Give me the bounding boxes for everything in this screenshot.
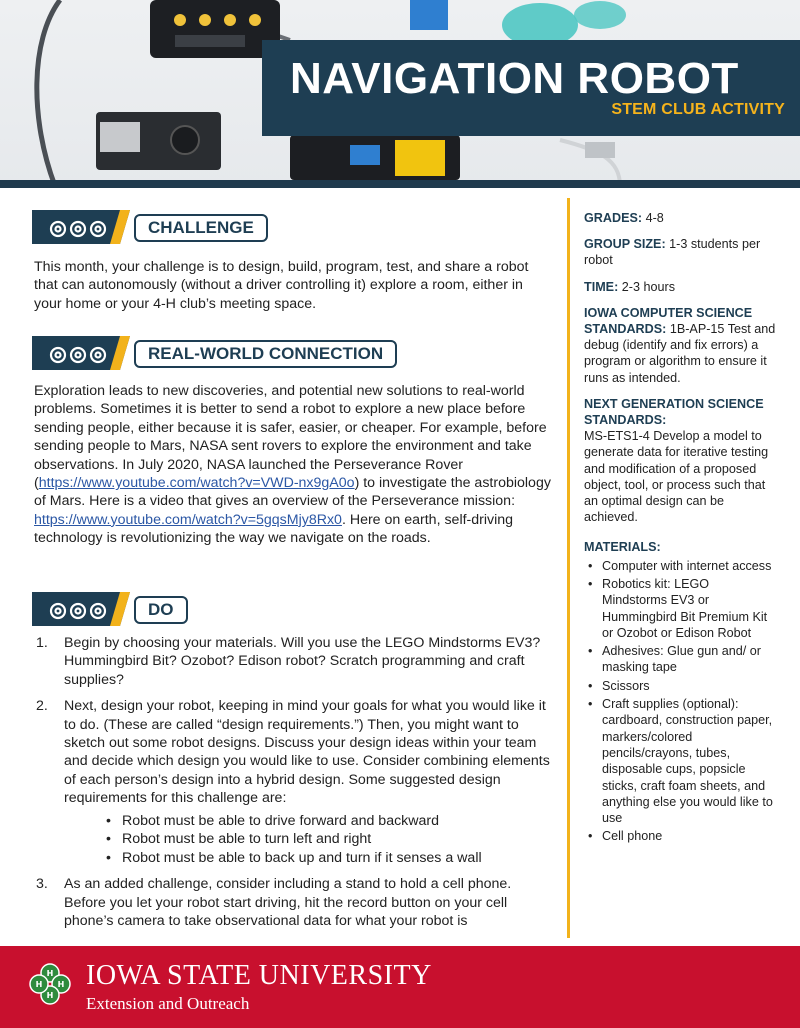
ngss-value: MS-ETS1-4 Develop a model to generate data for iterative testing and modification of a proposed object, tool, or process such that an optimal design can be achieved. [584, 429, 769, 525]
section-heading-challenge [32, 210, 292, 244]
real-world-text-3: . Here on earth, self-driving technology is revolutionizing the way we navigate on the roads. [34, 511, 514, 547]
step-text: As an added challenge, consider including a stand to hold a cell phone. Before you let your robot start driving, hit the record button on your cell phone’s camera to take observational data for what your robot is [64, 876, 512, 930]
grades-block [584, 210, 777, 226]
mission-video-link[interactable]: https://www.youtube.com/watch?v=5gqsMjy8Rx0 [34, 511, 342, 528]
list-item [34, 697, 556, 867]
gears-icon [32, 210, 130, 244]
header-divider [0, 180, 800, 188]
group-size-block [584, 236, 777, 268]
time-block [584, 279, 777, 295]
list-item [34, 634, 556, 689]
iowa-standards-block [584, 305, 777, 386]
step-number: 2. [36, 698, 48, 715]
group-size-value: 1-3 students per robot [584, 237, 761, 268]
footer-banner [0, 946, 800, 1028]
page-title: NAVIGATION ROBOT [290, 54, 739, 103]
section-label-real-world: REAL-WORLD CONNECTION [134, 340, 397, 368]
list-item: • Adhesives: Glue gun and/ or masking tape [584, 643, 777, 676]
svg-text:H: H [57, 980, 65, 989]
page-subtitle: STEM CLUB ACTIVITY [611, 101, 785, 118]
ngss-label: NEXT GENERATION SCIENCE STANDARDS: [584, 396, 764, 428]
materials-list [584, 558, 777, 845]
list-item: • Robot must be able to drive forward and backward [104, 812, 556, 831]
challenge-text: This month, your challenge is to design, build, program, test, and share a robot that can autonomously (without a driver controlling it) explore a room, either in your home or your 4-H club’s meeting space. [34, 259, 529, 312]
perseverance-link[interactable]: https://www.youtube.com/watch?v=VWD-nx9gA0o [38, 475, 355, 492]
list-item: • Craft supplies (optional): cardboard, construction paper, markers/colored pencils/crayons, tubes, disposable cups, popsicle sticks, craft foam sheets, and anything else you would like to use [584, 696, 777, 826]
group-size-label: GROUP SIZE: [584, 237, 666, 252]
materials-block [584, 539, 777, 844]
svg-text:H: H [46, 969, 54, 978]
section-heading-real-world [32, 336, 432, 370]
do-steps-list [34, 634, 556, 939]
svg-text:H: H [46, 991, 54, 1000]
extension-name: Extension and Outreach [86, 994, 250, 1013]
time-value: 2-3 hours [621, 279, 675, 294]
materials-label: MATERIALS: [584, 540, 661, 555]
iowa-standards-value: 1B-AP-15 Test and debug (identify and fix errors) a program or algorithm to ensure it runs as intended. [584, 322, 776, 385]
gears-icon [32, 336, 130, 370]
section-label-do: DO [134, 596, 188, 624]
real-world-text-1: Exploration leads to new discoveries, and potential new solutions to real-world problems. Sometimes it is better to send a robot to explore a new place before sending people, either because it is safer, easier, or cheaper. For example, before sending people to Mars, NASA sent rovers to explore the environment and take observations. In July 2020, NASA launched the Perseverance Rover ( [34, 383, 547, 492]
section-label-challenge: CHALLENGE [134, 214, 268, 242]
list-item: • Robot must be able to back up and turn if it senses a wall [104, 849, 556, 868]
university-name: IOWA STATE UNIVERSITY [86, 960, 432, 991]
step-text: Begin by choosing your materials. Will you use the LEGO Mindstorms EV3? Hummingbird Bit? Ozobot? Edison robot? Scratch programming and craft supplies? [64, 635, 541, 688]
svg-text:H: H [35, 980, 43, 989]
list-item [34, 875, 556, 930]
ngss-block [584, 396, 777, 526]
real-world-text [34, 382, 554, 548]
design-requirements-list [104, 812, 556, 868]
list-item: • Computer with internet access [584, 558, 777, 574]
activity-details-sidebar [567, 198, 777, 938]
time-label: TIME: [584, 279, 619, 294]
iowa-standards-label: IOWA COMPUTER SCIENCE STANDARDS: [584, 305, 753, 337]
step-number: 3. [36, 876, 48, 893]
step-number: 1. [36, 635, 48, 651]
list-item: • Robot must be able to turn left and right [104, 830, 556, 849]
list-item: • Scissors [584, 678, 777, 694]
list-item: • Robotics kit: LEGO Mindstorms EV3 or Hummingbird Bit Premium Kit or Ozobot or Edison Robot [584, 576, 777, 641]
header-banner [0, 0, 800, 186]
step-text: Next, design your robot, keeping in mind your goals for what you would like it to do. (These are called “design requirements.”) Then, you might want to sketch out some robot designs. Discuss your design ideas within your team and decide which design you would like to use. Consider combining elements of each person’s design into a hybrid design. Some suggested design requirements for this challenge are: [64, 698, 550, 807]
grades-label: GRADES: [584, 211, 643, 225]
real-world-text-2: ) to investigate the astrobiology of Mars. Here is a video that gives an overview of the Perseverance mission: [34, 475, 551, 510]
list-item: • Cell phone [584, 828, 777, 844]
section-heading-do [32, 592, 232, 626]
4h-clover-icon [28, 962, 72, 1006]
gears-icon [32, 592, 130, 626]
grades-value: 4-8 [645, 211, 664, 225]
